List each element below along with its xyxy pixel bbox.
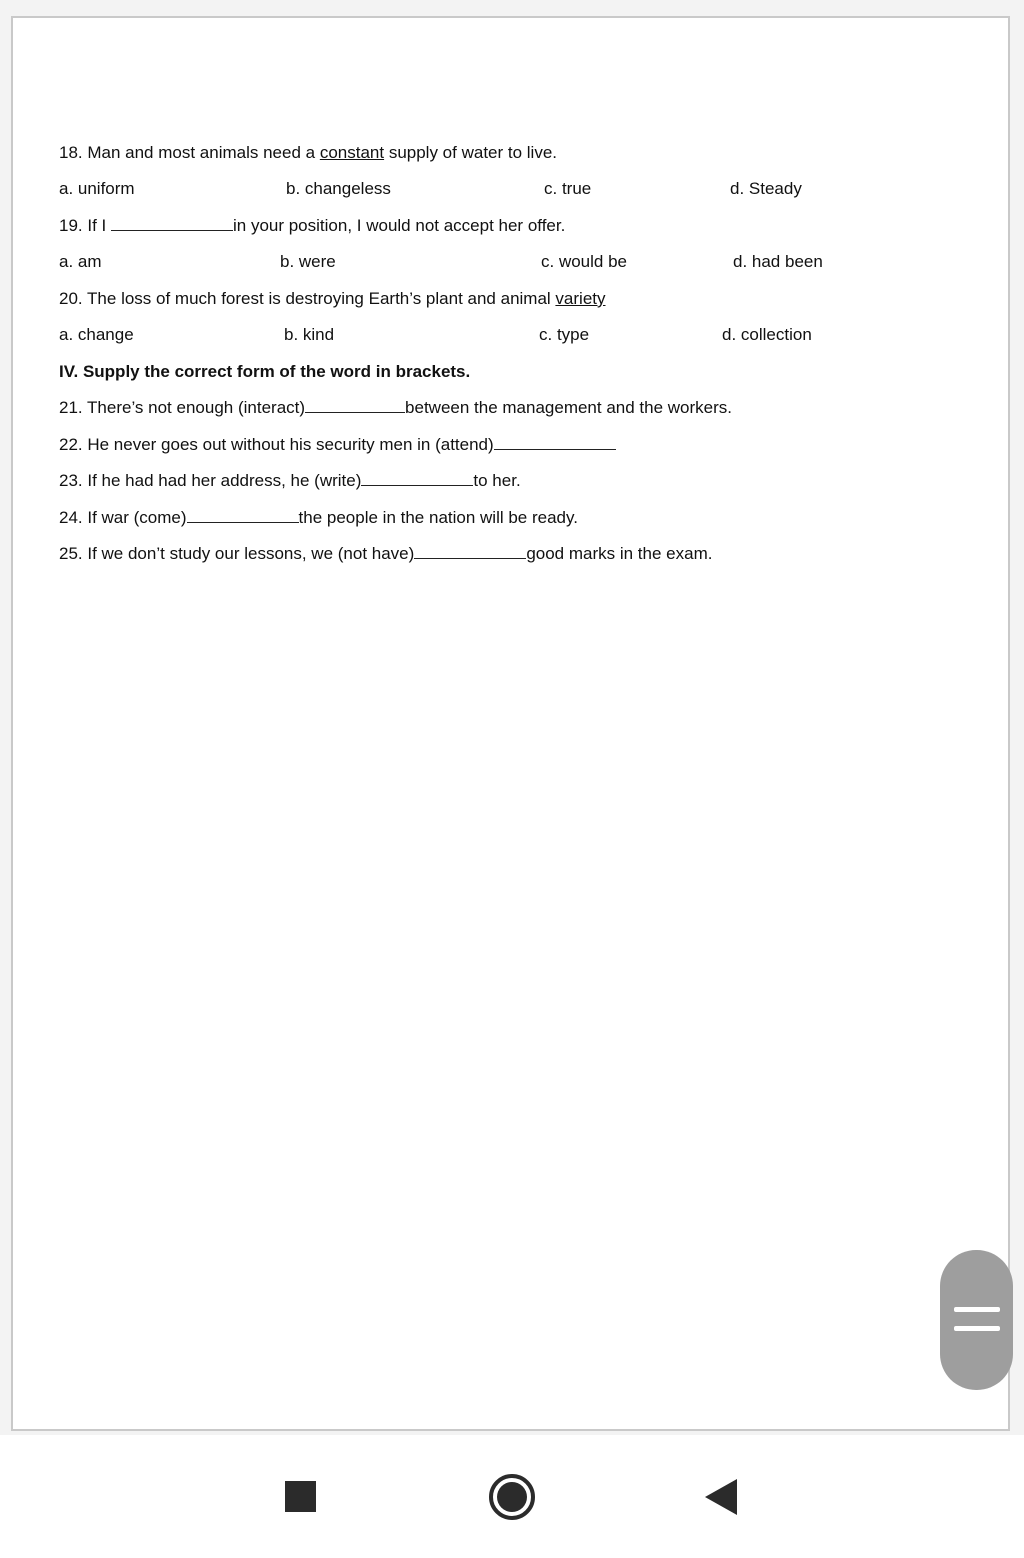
answer-blank xyxy=(111,216,233,231)
question-text: 21. There’s not enough (interact) xyxy=(59,398,306,417)
question-25 xyxy=(59,543,712,565)
question-text: 23. If he had had her address, he (write) xyxy=(59,471,362,490)
question-22 xyxy=(59,434,616,456)
answer-blank xyxy=(187,508,299,523)
question-text: good marks in the exam. xyxy=(526,544,713,563)
home-button[interactable] xyxy=(467,1435,557,1558)
underlined-word: constant xyxy=(319,143,385,162)
scroll-handle-icon[interactable] xyxy=(940,1250,1013,1390)
question-19 xyxy=(59,215,565,237)
question-20 xyxy=(59,288,606,310)
answer-blank xyxy=(305,398,405,413)
question-text: 22. He never goes out without his security men in (attend) xyxy=(59,435,494,454)
option-d: d. Steady xyxy=(730,179,802,198)
question-text: 20. The loss of much forest is destroying Earth’s plant and animal xyxy=(59,289,556,308)
recent-apps-icon xyxy=(255,1435,345,1558)
document-page xyxy=(11,16,1010,1431)
handle-grip-line xyxy=(954,1307,1000,1312)
question-text: 25. If we don’t study our lessons, we (not have) xyxy=(59,544,415,563)
question-text: 19. If I xyxy=(59,216,111,235)
option-d: d. had been xyxy=(733,252,823,271)
answer-blank xyxy=(494,435,616,450)
option-c: c. true xyxy=(544,179,592,198)
question-text: in your position, I would not accept her offer. xyxy=(232,216,566,235)
question-18 xyxy=(59,142,557,164)
question-text: the people in the nation will be ready. xyxy=(298,508,578,527)
question-text: 18. Man and most animals need a xyxy=(59,143,320,162)
question-text: between the management and the workers. xyxy=(405,398,733,417)
back-icon xyxy=(677,1435,767,1558)
option-d: d. collection xyxy=(722,325,812,344)
question-23 xyxy=(59,470,521,492)
home-icon xyxy=(467,1435,557,1558)
answer-blank xyxy=(414,544,526,559)
question-24 xyxy=(59,507,578,529)
underlined-word: variety xyxy=(555,289,606,308)
question-text: 24. If war (come) xyxy=(59,508,187,527)
answer-blank xyxy=(361,471,473,486)
handle-grip-line xyxy=(954,1326,1000,1331)
option-a: a. change xyxy=(59,325,134,344)
option-b: b. changeless xyxy=(286,179,391,198)
back-button[interactable] xyxy=(677,1435,767,1558)
recent-apps-button[interactable] xyxy=(255,1435,345,1558)
question-21 xyxy=(59,397,732,419)
question-text: to her. xyxy=(473,471,521,490)
option-c: c. type xyxy=(539,325,590,344)
navigation-bar xyxy=(0,1435,1024,1558)
section-heading: IV. Supply the correct form of the word in brackets. xyxy=(59,362,471,381)
option-a: a. am xyxy=(59,252,102,271)
option-b: b. kind xyxy=(284,325,335,344)
question-text: supply of water to live. xyxy=(384,143,558,162)
option-a: a. uniform xyxy=(59,179,135,198)
option-b: b. were xyxy=(280,252,336,271)
option-c: c. would be xyxy=(541,252,627,271)
